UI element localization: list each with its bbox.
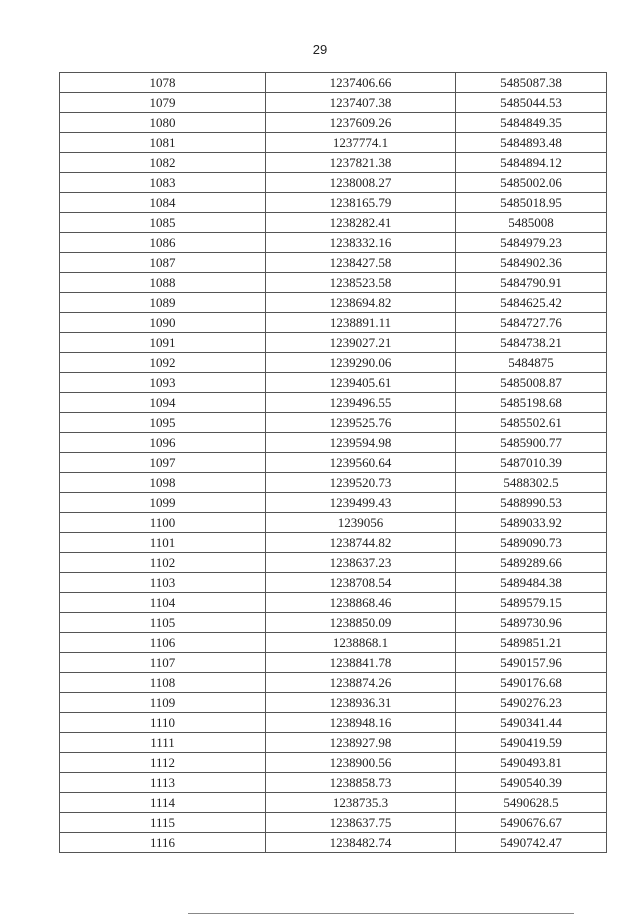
y-coordinate-cell: 5484894.12 bbox=[456, 153, 607, 173]
point-number-cell: 1109 bbox=[60, 693, 266, 713]
table-row bbox=[60, 393, 607, 413]
x-coordinate-cell: 1239290.06 bbox=[266, 353, 456, 373]
x-coordinate-cell: 1237821.38 bbox=[266, 153, 456, 173]
point-number-cell: 1112 bbox=[60, 753, 266, 773]
x-coordinate-cell: 1238948.16 bbox=[266, 713, 456, 733]
y-coordinate-cell: 5485018.95 bbox=[456, 193, 607, 213]
y-coordinate-cell: 5485002.06 bbox=[456, 173, 607, 193]
table-row bbox=[60, 813, 607, 833]
point-number-cell: 1091 bbox=[60, 333, 266, 353]
y-coordinate-cell: 5485044.53 bbox=[456, 93, 607, 113]
y-coordinate-cell: 5490676.67 bbox=[456, 813, 607, 833]
coordinates-table bbox=[59, 72, 607, 853]
x-coordinate-cell: 1238332.16 bbox=[266, 233, 456, 253]
y-coordinate-cell: 5484902.36 bbox=[456, 253, 607, 273]
table-row bbox=[60, 473, 607, 493]
point-number-cell: 1097 bbox=[60, 453, 266, 473]
point-number-cell: 1093 bbox=[60, 373, 266, 393]
x-coordinate-cell: 1237609.26 bbox=[266, 113, 456, 133]
table-row bbox=[60, 693, 607, 713]
y-coordinate-cell: 5489484.38 bbox=[456, 573, 607, 593]
y-coordinate-cell: 5488990.53 bbox=[456, 493, 607, 513]
table-row bbox=[60, 73, 607, 93]
x-coordinate-cell: 1238744.82 bbox=[266, 533, 456, 553]
x-coordinate-cell: 1238008.27 bbox=[266, 173, 456, 193]
table-row bbox=[60, 593, 607, 613]
x-coordinate-cell: 1239405.61 bbox=[266, 373, 456, 393]
point-number-cell: 1103 bbox=[60, 573, 266, 593]
y-coordinate-cell: 5484979.23 bbox=[456, 233, 607, 253]
y-coordinate-cell: 5484849.35 bbox=[456, 113, 607, 133]
x-coordinate-cell: 1239594.98 bbox=[266, 433, 456, 453]
y-coordinate-cell: 5489579.15 bbox=[456, 593, 607, 613]
point-number-cell: 1113 bbox=[60, 773, 266, 793]
x-coordinate-cell: 1238427.58 bbox=[266, 253, 456, 273]
x-coordinate-cell: 1238868.46 bbox=[266, 593, 456, 613]
point-number-cell: 1084 bbox=[60, 193, 266, 213]
page-number: 29 bbox=[312, 42, 328, 57]
y-coordinate-cell: 5485900.77 bbox=[456, 433, 607, 453]
y-coordinate-cell: 5489289.66 bbox=[456, 553, 607, 573]
y-coordinate-cell: 5488302.5 bbox=[456, 473, 607, 493]
y-coordinate-cell: 5484875 bbox=[456, 353, 607, 373]
x-coordinate-cell: 1238482.74 bbox=[266, 833, 456, 853]
x-coordinate-cell: 1238708.54 bbox=[266, 573, 456, 593]
point-number-cell: 1090 bbox=[60, 313, 266, 333]
x-coordinate-cell: 1237406.66 bbox=[266, 73, 456, 93]
x-coordinate-cell: 1239027.21 bbox=[266, 333, 456, 353]
y-coordinate-cell: 5484893.48 bbox=[456, 133, 607, 153]
y-coordinate-cell: 5484738.21 bbox=[456, 333, 607, 353]
table-row bbox=[60, 533, 607, 553]
table-row bbox=[60, 633, 607, 653]
x-coordinate-cell: 1238735.3 bbox=[266, 793, 456, 813]
table-row bbox=[60, 733, 607, 753]
table-row bbox=[60, 193, 607, 213]
table-row bbox=[60, 433, 607, 453]
point-number-cell: 1096 bbox=[60, 433, 266, 453]
point-number-cell: 1104 bbox=[60, 593, 266, 613]
point-number-cell: 1107 bbox=[60, 653, 266, 673]
x-coordinate-cell: 1238637.75 bbox=[266, 813, 456, 833]
table-row bbox=[60, 833, 607, 853]
x-coordinate-cell: 1238841.78 bbox=[266, 653, 456, 673]
x-coordinate-cell: 1238165.79 bbox=[266, 193, 456, 213]
x-coordinate-cell: 1239520.73 bbox=[266, 473, 456, 493]
point-number-cell: 1085 bbox=[60, 213, 266, 233]
x-coordinate-cell: 1239056 bbox=[266, 513, 456, 533]
point-number-cell: 1101 bbox=[60, 533, 266, 553]
table-row bbox=[60, 573, 607, 593]
point-number-cell: 1116 bbox=[60, 833, 266, 853]
point-number-cell: 1086 bbox=[60, 233, 266, 253]
point-number-cell: 1079 bbox=[60, 93, 266, 113]
x-coordinate-cell: 1238936.31 bbox=[266, 693, 456, 713]
x-coordinate-cell: 1238637.23 bbox=[266, 553, 456, 573]
y-coordinate-cell: 5484790.91 bbox=[456, 273, 607, 293]
table-row bbox=[60, 413, 607, 433]
x-coordinate-cell: 1239496.55 bbox=[266, 393, 456, 413]
y-coordinate-cell: 5490742.47 bbox=[456, 833, 607, 853]
y-coordinate-cell: 5485502.61 bbox=[456, 413, 607, 433]
x-coordinate-cell: 1238900.56 bbox=[266, 753, 456, 773]
y-coordinate-cell: 5485008 bbox=[456, 213, 607, 233]
y-coordinate-cell: 5489851.21 bbox=[456, 633, 607, 653]
x-coordinate-cell: 1238850.09 bbox=[266, 613, 456, 633]
y-coordinate-cell: 5489033.92 bbox=[456, 513, 607, 533]
x-coordinate-cell: 1237774.1 bbox=[266, 133, 456, 153]
table-row bbox=[60, 493, 607, 513]
y-coordinate-cell: 5489730.96 bbox=[456, 613, 607, 633]
point-number-cell: 1102 bbox=[60, 553, 266, 573]
table-row bbox=[60, 353, 607, 373]
x-coordinate-cell: 1238891.11 bbox=[266, 313, 456, 333]
y-coordinate-cell: 5485008.87 bbox=[456, 373, 607, 393]
point-number-cell: 1083 bbox=[60, 173, 266, 193]
x-coordinate-cell: 1239560.64 bbox=[266, 453, 456, 473]
y-coordinate-cell: 5490276.23 bbox=[456, 693, 607, 713]
point-number-cell: 1089 bbox=[60, 293, 266, 313]
point-number-cell: 1106 bbox=[60, 633, 266, 653]
point-number-cell: 1095 bbox=[60, 413, 266, 433]
x-coordinate-cell: 1238282.41 bbox=[266, 213, 456, 233]
table-row bbox=[60, 713, 607, 733]
point-number-cell: 1098 bbox=[60, 473, 266, 493]
table-row bbox=[60, 173, 607, 193]
table-row bbox=[60, 773, 607, 793]
point-number-cell: 1105 bbox=[60, 613, 266, 633]
table-row bbox=[60, 113, 607, 133]
y-coordinate-cell: 5487010.39 bbox=[456, 453, 607, 473]
point-number-cell: 1114 bbox=[60, 793, 266, 813]
point-number-cell: 1082 bbox=[60, 153, 266, 173]
table-row bbox=[60, 513, 607, 533]
coordinates-table-body bbox=[60, 73, 607, 853]
y-coordinate-cell: 5490493.81 bbox=[456, 753, 607, 773]
table-row bbox=[60, 93, 607, 113]
y-coordinate-cell: 5484727.76 bbox=[456, 313, 607, 333]
bottom-rule bbox=[188, 913, 574, 914]
table-row bbox=[60, 453, 607, 473]
point-number-cell: 1081 bbox=[60, 133, 266, 153]
x-coordinate-cell: 1237407.38 bbox=[266, 93, 456, 113]
y-coordinate-cell: 5490419.59 bbox=[456, 733, 607, 753]
table-row bbox=[60, 213, 607, 233]
x-coordinate-cell: 1238868.1 bbox=[266, 633, 456, 653]
x-coordinate-cell: 1238523.58 bbox=[266, 273, 456, 293]
point-number-cell: 1110 bbox=[60, 713, 266, 733]
table-row bbox=[60, 253, 607, 273]
x-coordinate-cell: 1239499.43 bbox=[266, 493, 456, 513]
table-row bbox=[60, 233, 607, 253]
y-coordinate-cell: 5489090.73 bbox=[456, 533, 607, 553]
point-number-cell: 1078 bbox=[60, 73, 266, 93]
y-coordinate-cell: 5490176.68 bbox=[456, 673, 607, 693]
x-coordinate-cell: 1238927.98 bbox=[266, 733, 456, 753]
point-number-cell: 1100 bbox=[60, 513, 266, 533]
y-coordinate-cell: 5490157.96 bbox=[456, 653, 607, 673]
point-number-cell: 1115 bbox=[60, 813, 266, 833]
point-number-cell: 1094 bbox=[60, 393, 266, 413]
y-coordinate-cell: 5485087.38 bbox=[456, 73, 607, 93]
point-number-cell: 1092 bbox=[60, 353, 266, 373]
table-row bbox=[60, 613, 607, 633]
y-coordinate-cell: 5490540.39 bbox=[456, 773, 607, 793]
table-row bbox=[60, 653, 607, 673]
table-row bbox=[60, 133, 607, 153]
x-coordinate-cell: 1239525.76 bbox=[266, 413, 456, 433]
table-row bbox=[60, 553, 607, 573]
table-row bbox=[60, 313, 607, 333]
table-row bbox=[60, 373, 607, 393]
y-coordinate-cell: 5484625.42 bbox=[456, 293, 607, 313]
table-row bbox=[60, 153, 607, 173]
point-number-cell: 1108 bbox=[60, 673, 266, 693]
point-number-cell: 1087 bbox=[60, 253, 266, 273]
table-row bbox=[60, 753, 607, 773]
point-number-cell: 1099 bbox=[60, 493, 266, 513]
y-coordinate-cell: 5490628.5 bbox=[456, 793, 607, 813]
table-row bbox=[60, 673, 607, 693]
point-number-cell: 1080 bbox=[60, 113, 266, 133]
table-row bbox=[60, 273, 607, 293]
x-coordinate-cell: 1238694.82 bbox=[266, 293, 456, 313]
point-number-cell: 1088 bbox=[60, 273, 266, 293]
x-coordinate-cell: 1238858.73 bbox=[266, 773, 456, 793]
x-coordinate-cell: 1238874.26 bbox=[266, 673, 456, 693]
table-row bbox=[60, 793, 607, 813]
table-row bbox=[60, 333, 607, 353]
y-coordinate-cell: 5490341.44 bbox=[456, 713, 607, 733]
table-row bbox=[60, 293, 607, 313]
point-number-cell: 1111 bbox=[60, 733, 266, 753]
y-coordinate-cell: 5485198.68 bbox=[456, 393, 607, 413]
